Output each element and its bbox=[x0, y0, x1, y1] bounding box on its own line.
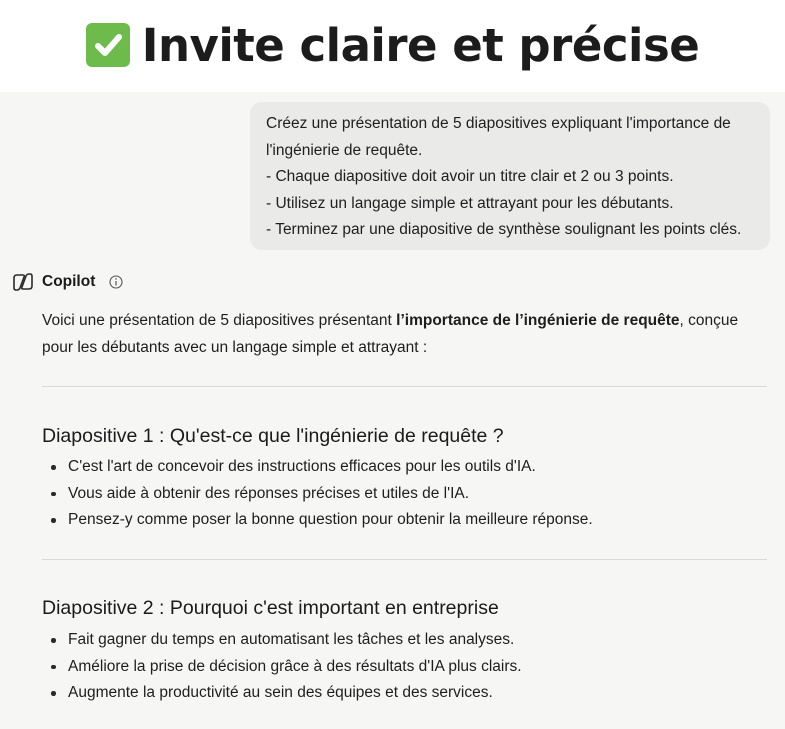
slide-bullet-list bbox=[48, 454, 593, 534]
user-message-line: - Chaque diapositive doit avoir un titre clair et 2 ou 3 points. bbox=[266, 168, 674, 185]
slide-bullet-list bbox=[48, 627, 522, 707]
user-message-line: - Terminez par une diapositive de synthèse soulignant les points clés. bbox=[266, 221, 742, 238]
intro-text: , conçue pour les débutants avec un langage simple et attrayant : bbox=[42, 312, 739, 356]
assistant-name: Copilot bbox=[42, 273, 96, 290]
intro-text: Voici une présentation de 5 diapositives présentant bbox=[42, 312, 397, 329]
user-message-bubble bbox=[250, 102, 770, 250]
list-item: Fait gagner du temps en automatisant les tâches et les analyses. bbox=[48, 627, 522, 654]
list-item: Améliore la prise de décision grâce à des résultats d'IA plus clairs. bbox=[48, 654, 522, 681]
assistant-header bbox=[12, 270, 123, 294]
chat-conversation bbox=[0, 92, 785, 729]
list-item: Augmente la productivité au sein des équipes et des services. bbox=[48, 680, 522, 707]
divider bbox=[42, 559, 767, 560]
banner-title-row bbox=[0, 14, 785, 78]
assistant-intro bbox=[42, 308, 772, 361]
page-title: Invite claire et précise bbox=[141, 19, 700, 72]
list-item: Vous aide à obtenir des réponses précises et utiles de l'IA. bbox=[48, 481, 593, 508]
copilot-logo-icon bbox=[12, 271, 34, 293]
divider bbox=[42, 386, 767, 387]
slide-title: Diapositive 2 : Pourquoi c'est important en entreprise bbox=[42, 597, 499, 619]
list-item: Pensez-y comme poser la bonne question pour obtenir la meilleure réponse. bbox=[48, 507, 593, 534]
header-banner bbox=[0, 0, 785, 92]
intro-bold-text: l’importance de l’ingénierie de requête bbox=[396, 312, 680, 329]
user-message-line: - Utilisez un langage simple et attrayant pour les débutants. bbox=[266, 194, 674, 212]
user-message-line: l'ingénierie de requête. bbox=[266, 141, 423, 159]
list-item: C'est l'art de concevoir des instructions efficaces pour les outils d'IA. bbox=[48, 454, 593, 481]
slide-title: Diapositive 1 : Qu'est-ce que l'ingénierie de requête ? bbox=[42, 425, 504, 447]
info-icon[interactable] bbox=[109, 275, 123, 289]
user-message-line: Créez une présentation de 5 diapositives expliquant l'importance de bbox=[266, 115, 731, 132]
check-mark-button-icon bbox=[86, 23, 130, 67]
